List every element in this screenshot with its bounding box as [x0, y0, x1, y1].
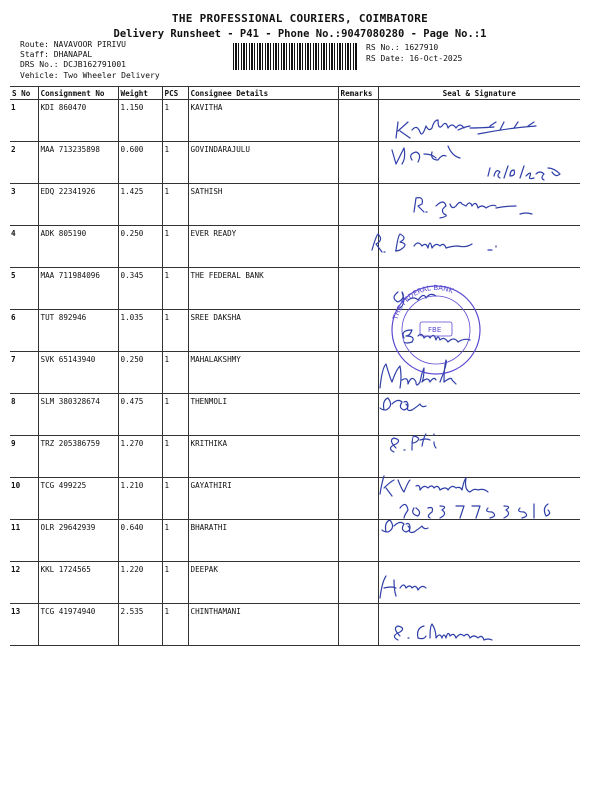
table-row — [10, 310, 580, 352]
cell-pcs: 1 — [162, 226, 188, 268]
cell-signature — [378, 478, 580, 520]
cell-signature — [378, 310, 580, 352]
cell-pcs: 1 — [162, 268, 188, 310]
cell-sno: 11 — [10, 520, 38, 562]
cell-pcs: 1 — [162, 352, 188, 394]
cell-sno: 3 — [10, 184, 38, 226]
column-header-sno: S No — [10, 87, 38, 100]
cell-weight: 0.475 — [118, 394, 162, 436]
cell-signature — [378, 142, 580, 184]
column-header-signature: Seal & Signature — [378, 87, 580, 100]
runsheet-info-left — [20, 40, 160, 81]
cell-consignment: TUT 892946 — [38, 310, 118, 352]
cell-remarks — [338, 394, 378, 436]
cell-weight: 1.425 — [118, 184, 162, 226]
cell-pcs: 1 — [162, 100, 188, 142]
cell-consignee: MAHALAKSHMY — [188, 352, 338, 394]
cell-consignment: KKL 1724565 — [38, 562, 118, 604]
cell-consignee: SREE DAKSHA — [188, 310, 338, 352]
column-header-consignee: Consignee Details — [188, 87, 338, 100]
cell-sno: 1 — [10, 100, 38, 142]
cell-sno: 5 — [10, 268, 38, 310]
cell-remarks — [338, 226, 378, 268]
cell-consignee: SATHISH — [188, 184, 338, 226]
cell-pcs: 1 — [162, 142, 188, 184]
cell-weight: 0.250 — [118, 352, 162, 394]
cell-pcs: 1 — [162, 562, 188, 604]
cell-consignment: TRZ 205386759 — [38, 436, 118, 478]
table-row — [10, 436, 580, 478]
cell-weight: 0.640 — [118, 520, 162, 562]
table-row — [10, 184, 580, 226]
cell-sno: 8 — [10, 394, 38, 436]
cell-remarks — [338, 604, 378, 646]
company-title: THE PROFESSIONAL COURIERS, COIMBATORE — [171, 12, 429, 25]
seal-outer-text: THE FEDERAL BANK — [391, 283, 455, 321]
cell-weight: 1.035 — [118, 310, 162, 352]
seal-inner-text: FBE — [428, 326, 442, 334]
cell-consignment: MAA 711984096 — [38, 268, 118, 310]
cell-consignment: KDI 860470 — [38, 100, 118, 142]
cell-remarks — [338, 562, 378, 604]
cell-consignment: SVK 65143940 — [38, 352, 118, 394]
cell-sno: 12 — [10, 562, 38, 604]
drs-number: DRS No.: DCJB162791001 — [20, 60, 126, 70]
cell-pcs: 1 — [162, 436, 188, 478]
cell-pcs: 1 — [162, 604, 188, 646]
cell-signature — [378, 100, 580, 142]
cell-consignee: THENMOLI — [188, 394, 338, 436]
runsheet-info-right — [366, 42, 462, 64]
rs-date: RS Date: 16-Oct-2025 — [366, 54, 463, 63]
cell-signature — [378, 226, 580, 268]
table-row — [10, 520, 580, 562]
cell-consignment: SLM 380328674 — [38, 394, 118, 436]
cell-consignee: DEEPAK — [188, 562, 338, 604]
cell-consignee: GAYATHIRI — [188, 478, 338, 520]
cell-sno: 2 — [10, 142, 38, 184]
cell-weight: 0.600 — [118, 142, 162, 184]
cell-weight: 1.210 — [118, 478, 162, 520]
cell-consignee: KAVITHA — [188, 100, 338, 142]
cell-sno: 9 — [10, 436, 38, 478]
cell-signature — [378, 562, 580, 604]
runsheet-subtitle: Delivery Runsheet - P41 - Phone No.:9047080280 - Page No.:1 — [113, 28, 487, 40]
cell-pcs: 1 — [162, 184, 188, 226]
table-row — [10, 142, 580, 184]
cell-weight: 1.220 — [118, 562, 162, 604]
cell-signature — [378, 604, 580, 646]
column-header-pcs: PCS — [162, 87, 188, 100]
cell-pcs: 1 — [162, 520, 188, 562]
route-label: Route: NAVAVOOR PIRIVU — [20, 40, 126, 49]
cell-signature — [378, 352, 580, 394]
rs-number: RS No.: 1627910 — [366, 43, 439, 52]
cell-signature — [378, 268, 580, 310]
cell-weight: 0.250 — [118, 226, 162, 268]
cell-consignee: EVER READY — [188, 226, 338, 268]
table-row — [10, 268, 580, 310]
cell-consignee: GOVINDARAJULU — [188, 142, 338, 184]
table-row — [10, 604, 580, 646]
cell-weight: 0.345 — [118, 268, 162, 310]
cell-consignee: BHARATHI — [188, 520, 338, 562]
cell-pcs: 1 — [162, 478, 188, 520]
cell-consignment: ADK 805190 — [38, 226, 118, 268]
column-header-remarks: Remarks — [338, 87, 378, 100]
cell-sno: 7 — [10, 352, 38, 394]
table-header-row — [10, 87, 580, 100]
cell-signature — [378, 394, 580, 436]
cell-remarks — [338, 184, 378, 226]
cell-sno: 4 — [10, 226, 38, 268]
cell-signature — [378, 436, 580, 478]
cell-remarks — [338, 436, 378, 478]
cell-remarks — [338, 142, 378, 184]
cell-remarks — [338, 310, 378, 352]
cell-remarks — [338, 478, 378, 520]
cell-consignee: KRITHIKA — [188, 436, 338, 478]
cell-consignment: MAA 713235898 — [38, 142, 118, 184]
cell-consignment: TCG 499225 — [38, 478, 118, 520]
cell-consignment: EDQ 22341926 — [38, 184, 118, 226]
table-row — [10, 562, 580, 604]
staff-label: Staff: DHANAPAL — [20, 50, 93, 60]
cell-sno: 10 — [10, 478, 38, 520]
cell-weight: 2.535 — [118, 604, 162, 646]
cell-weight: 1.150 — [118, 100, 162, 142]
delivery-table — [10, 86, 580, 646]
cell-consignee: CHINTHAMANI — [188, 604, 338, 646]
cell-remarks — [338, 520, 378, 562]
cell-sno: 6 — [10, 310, 38, 352]
cell-consignee: THE FEDERAL BANK — [188, 268, 338, 310]
vehicle-label: Vehicle: Two Wheeler Delivery — [20, 70, 160, 80]
cell-remarks — [338, 100, 378, 142]
cell-sno: 13 — [10, 604, 38, 646]
cell-weight: 1.270 — [118, 436, 162, 478]
table-row — [10, 478, 580, 520]
barcode — [233, 43, 358, 70]
table-row — [10, 100, 580, 142]
table-row — [10, 226, 580, 268]
column-header-consignment: Consignment No — [38, 87, 118, 100]
cell-remarks — [338, 268, 378, 310]
cell-pcs: 1 — [162, 394, 188, 436]
cell-signature — [378, 184, 580, 226]
column-header-weight: Weight — [118, 87, 162, 100]
table-row — [10, 352, 580, 394]
cell-consignment: OLR 29642939 — [38, 520, 118, 562]
table-row — [10, 394, 580, 436]
cell-consignment: TCG 41974940 — [38, 604, 118, 646]
cell-remarks — [338, 352, 378, 394]
cell-signature — [378, 520, 580, 562]
cell-pcs: 1 — [162, 310, 188, 352]
